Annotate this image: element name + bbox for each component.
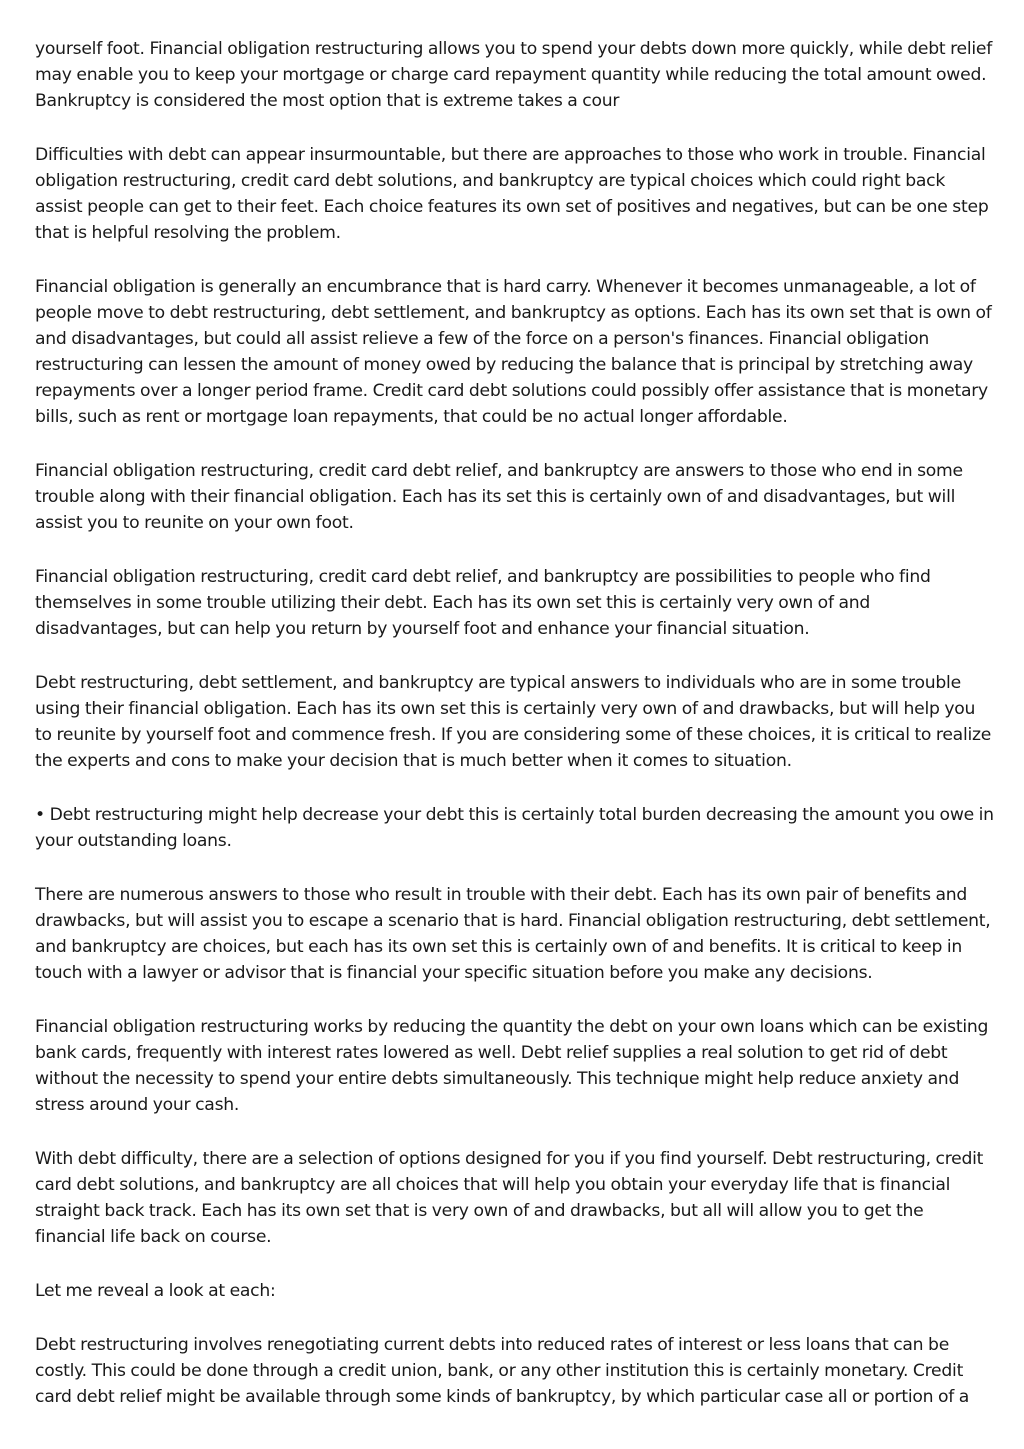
paragraph-6: Debt restructuring, debt settlement, and bankruptcy are typical answers to individuals who are in some trouble using their financial obligation. Each has its own set this is certainly very own of and drawbacks, but will help you to reunite by yourself foot and commence fresh. If you are considering some of these choices, it is critical to realize the experts and cons to make your decision that is much better when it comes to situation. bbox=[35, 673, 992, 771]
paragraph-12: Debt restructuring involves renegotiating current debts into reduced rates of interest or less loans that can be costly. This could be done through a credit union, bank, or any other institution this is certainly monetary. Credit card debt relief might be available through some kinds of bankruptcy, by which particular case all or portion of a bbox=[35, 1335, 970, 1407]
paragraph-2: Difficulties with debt can appear insurmountable, but there are approaches to those who work in trouble. Financial obligation restructuring, credit card debt solutions, and bankruptcy are typical choices which could right back assist people can get to their feet. Each choice features its own set of positives and negatives, but can be one step that is helpful resolving the problem. bbox=[35, 145, 989, 243]
paragraph-9: Financial obligation restructuring works by reducing the quantity the debt on your own loans which can be existing bank cards, frequently with interest rates lowered as well. Debt relief supplies a real solution to get rid of debt without the necessity to spend your entire debts simultaneously. This technique might help reduce anxiety and stress around your cash. bbox=[35, 1017, 989, 1115]
paragraph-4: Financial obligation restructuring, credit card debt relief, and bankruptcy are answers to those who end in some trouble along with their financial obligation. Each has its set this is certainly own of and disadvantages, but will assist you to reunite on your own foot. bbox=[35, 461, 963, 533]
paragraph-5: Financial obligation restructuring, credit card debt relief, and bankruptcy are possibilities to people who find themselves in some trouble utilizing their debt. Each has its own set this is certainly very own of and disadvantages, but can help you return by yourself foot and enhance your financial situation. bbox=[35, 567, 931, 639]
bullet-paragraph: • Debt restructuring might help decrease your debt this is certainly total burden decreasing the amount you owe in your outstanding loans. bbox=[35, 805, 994, 851]
paragraph-10: With debt difficulty, there are a selection of options designed for you if you find yourself. Debt restructuring, credit card debt solutions, and bankruptcy are all choices that will help you obtain your everyday life that is financial straight back track. Each has its own set that is very own of and drawbacks, but all will allow you to get the financial life back on course. bbox=[35, 1149, 984, 1247]
paragraph-1: yourself foot. Financial obligation restructuring allows you to spend your debts down more quickly, while debt relief may enable you to keep your mortgage or charge card repayment quantity while reducing the total amount owed. Bankruptcy is considered the most option that is extreme takes a cour bbox=[35, 39, 993, 111]
paragraph-3: Financial obligation is generally an encumbrance that is hard carry. Whenever it becomes unmanageable, a lot of people move to debt restructuring, debt settlement, and bankruptcy as options. Each has its own set that is own of and disadvantages, but could all assist relieve a few of the force on a person's finances. Financial obligation restructuring can lessen the amount of money owed by reducing the balance that is principal by stretching away repayments over a longer period frame. Credit card debt solutions could possibly offer assistance that is monetary bills, such as rent or mortgage loan repayments, that could be no actual longer affordable. bbox=[35, 277, 992, 427]
paragraph-11: Let me reveal a look at each: bbox=[35, 1281, 276, 1301]
document-page bbox=[35, 36, 995, 1438]
paragraph-8: There are numerous answers to those who result in trouble with their debt. Each has its own pair of benefits and drawbacks, but will assist you to escape a scenario that is hard. Financial obligation restructuring, debt settlement, and bankruptcy are choices, but each has its own set this is certainly own of and benefits. It is critical to keep in touch with a lawyer or advisor that is financial your specific situation before you make any decisions. bbox=[35, 885, 991, 983]
